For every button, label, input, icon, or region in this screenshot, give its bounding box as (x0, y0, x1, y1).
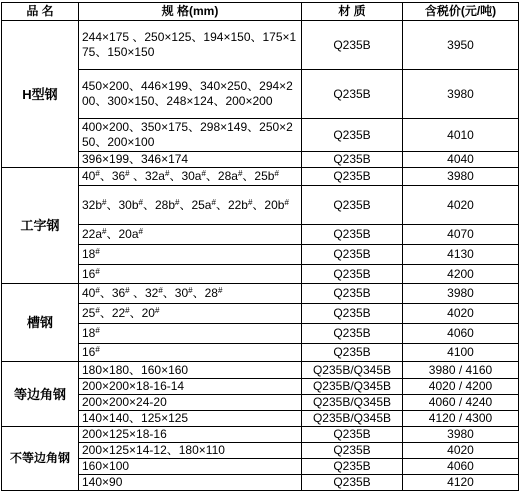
spec-cell: 244×175 、250×125、194×150、175×175、150×150 (79, 21, 302, 70)
price-cell: 3980 / 4160 (403, 362, 519, 379)
grade-mark: # (154, 306, 160, 315)
table-row (2, 459, 519, 475)
grade-mark: # (175, 197, 180, 207)
spec-cell: 22a#、20a# (79, 225, 302, 245)
table-row (2, 395, 519, 411)
grade-mark: # (201, 169, 206, 178)
material-cell: Q235B (302, 284, 403, 304)
grade-mark: # (95, 345, 100, 354)
grade-mark: # (125, 286, 130, 295)
table-row (2, 379, 519, 395)
material-cell: Q235B (302, 427, 403, 443)
spec-cell: 140×140、125×125 (79, 411, 302, 427)
spec-cell: 40#、36# 、32a#、30a#、28a#、25b# (79, 168, 302, 186)
material-cell: Q235B (302, 245, 403, 265)
grade-mark: # (237, 169, 243, 178)
header-row (2, 3, 519, 21)
price-cell: 4130 (403, 245, 519, 265)
category-channel: 槽钢 (2, 284, 79, 362)
spec-cell: 18# (79, 324, 302, 344)
grade-mark: # (95, 326, 100, 335)
spec-cell: 16# (79, 344, 302, 362)
price-cell: 4200 (403, 265, 519, 284)
table-row (2, 265, 519, 284)
spec-cell: 25#、22#、20# (79, 304, 302, 324)
price-cell: 4020 (403, 304, 519, 324)
table-row (2, 427, 519, 443)
steel-price-table (1, 2, 519, 491)
price-cell: 4020 / 4200 (403, 379, 519, 395)
price-cell: 3980 (403, 427, 519, 443)
table-row (2, 21, 519, 70)
price-cell: 4010 (403, 119, 519, 152)
table-row (2, 119, 519, 152)
table-row (2, 344, 519, 362)
material-cell: Q235B (302, 119, 403, 152)
table-row (2, 152, 519, 168)
price-cell: 3980 (403, 284, 519, 304)
grade-mark: # (274, 169, 279, 178)
table-row (2, 168, 519, 186)
category-i-beam: 工字钢 (2, 168, 79, 284)
table-row (2, 443, 519, 459)
header-price: 含税价(元/吨) (403, 3, 519, 21)
grade-mark: # (284, 197, 289, 207)
grade-mark: # (158, 286, 163, 295)
spec-cell: 200×200×24-20 (79, 395, 302, 411)
grade-mark: # (95, 266, 100, 276)
price-cell: 4020 (403, 443, 519, 459)
header-material: 材 质 (302, 3, 403, 21)
material-cell: Q235B (302, 168, 403, 186)
price-cell: 4070 (403, 225, 519, 245)
grade-mark: # (102, 227, 107, 236)
spec-cell: 160×100 (79, 459, 302, 475)
material-cell: Q235B (302, 324, 403, 344)
price-cell: 4120 / 4300 (403, 411, 519, 427)
material-cell: Q235B (302, 443, 403, 459)
grade-mark: # (102, 197, 107, 207)
material-cell: Q235B (302, 21, 403, 70)
price-cell: 4040 (403, 152, 519, 168)
table-row (2, 225, 519, 245)
price-cell: 3980 (403, 70, 519, 119)
table-row (2, 245, 519, 265)
spec-cell: 32b#、30b#、28b#、25a#、22b#、20b# (79, 186, 302, 225)
category-equal-angle: 等边角钢 (2, 362, 79, 427)
material-cell: Q235B/Q345B (302, 411, 403, 427)
price-cell: 3980 (403, 168, 519, 186)
category-h-beam: H型钢 (2, 21, 79, 168)
spec-cell: 396×199、346×174 (79, 152, 302, 168)
grade-mark: # (95, 286, 100, 295)
category-unequal-angle: 不等边角钢 (2, 427, 79, 491)
price-cell: 4060 / 4240 (403, 395, 519, 411)
spec-cell: 200×125×14-12、180×110 (79, 443, 302, 459)
price-cell: 3950 (403, 21, 519, 70)
table-row (2, 186, 519, 225)
material-cell: Q235B (302, 344, 403, 362)
material-cell: Q235B (302, 265, 403, 284)
grade-mark: # (125, 169, 130, 178)
material-cell: Q235B (302, 459, 403, 475)
spec-cell: 140×90 (79, 475, 302, 491)
material-cell: Q235B (302, 70, 403, 119)
grade-mark: # (95, 306, 100, 315)
material-cell: Q235B/Q345B (302, 395, 403, 411)
grade-mark: # (247, 197, 253, 207)
material-cell: Q235B/Q345B (302, 362, 403, 379)
material-cell: Q235B/Q345B (302, 379, 403, 395)
spec-cell: 400×200、350×175、298×149、250×250、200×100 (79, 119, 302, 152)
spec-cell: 450×200、446×199、340×250、294×200、300×150、248×124、200×200 (79, 70, 302, 119)
price-cell: 4060 (403, 459, 519, 475)
spec-cell: 200×200×18-16-14 (79, 379, 302, 395)
table-row (2, 411, 519, 427)
grade-mark: # (138, 197, 143, 207)
grade-mark: # (138, 227, 143, 236)
header-spec: 规 格(mm) (79, 3, 302, 21)
grade-mark: # (217, 286, 223, 295)
material-cell: Q235B (302, 475, 403, 491)
table-row (2, 475, 519, 491)
grade-mark: # (125, 306, 130, 315)
header-name: 品 名 (2, 3, 79, 21)
grade-mark: # (95, 169, 100, 178)
table-row (2, 70, 519, 119)
price-cell: 4060 (403, 324, 519, 344)
spec-cell: 40#、36# 、32#、30#、28# (79, 284, 302, 304)
material-cell: Q235B (302, 152, 403, 168)
table-row (2, 362, 519, 379)
price-cell: 4100 (403, 344, 519, 362)
material-cell: Q235B (302, 186, 403, 225)
material-cell: Q235B (302, 225, 403, 245)
price-cell: 4020 (403, 186, 519, 225)
grade-mark: # (95, 247, 100, 256)
spec-cell: 16# (79, 265, 302, 284)
grade-mark: # (164, 169, 170, 178)
table-row (2, 304, 519, 324)
spec-cell: 200×125×18-16 (79, 427, 302, 443)
material-cell: Q235B (302, 304, 403, 324)
price-cell: 4120 (403, 475, 519, 491)
grade-mark: # (188, 286, 193, 295)
table-row (2, 284, 519, 304)
spec-cell: 180×180、160×160 (79, 362, 302, 379)
table-row (2, 324, 519, 344)
grade-mark: # (211, 197, 216, 207)
spec-cell: 18# (79, 245, 302, 265)
